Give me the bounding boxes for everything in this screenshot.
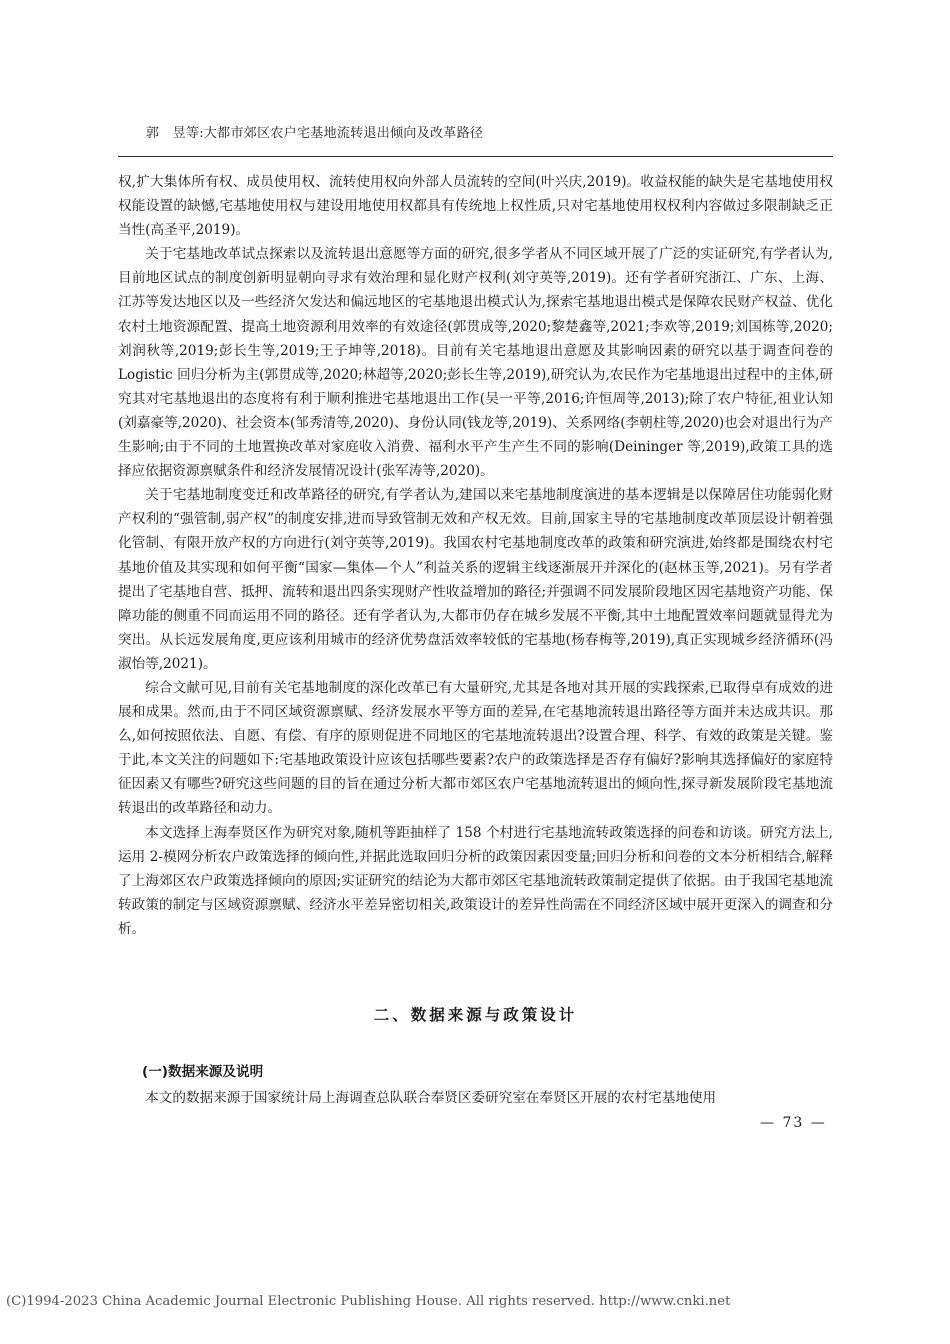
subsection-heading: (一)数据来源及说明 [142, 1064, 264, 1080]
paragraph: 本文选择上海奉贤区作为研究对象,随机等距抽样了 158 个村进行宅基地流转政策选择的问卷和访谈。研究方法上,运用 2-模网分析农户政策选择的倾向性,并据此选取回归分析的政策因素因变量;回归分析和问卷的文本分析相结合,解释了上海郊区农户政策选择倾向的原因;实证研究的结论为大都市郊区宅基地流转政策制定提供了依据。由于我国宅基地流转政策的制定与区域资源禀赋、经济水平差异密切相关,政策设计的差异性尚需在不同经济区域中展开更深入的调查和分析。 [118, 824, 833, 937]
paragraph-continued: 权,扩大集体所有权、成员使用权、流转使用权向外部人员流转的空间(叶兴庆,2019)。收益权能的缺失是宅基地使用权权能设置的缺憾,宅基地使用权与建设用地使用权都具有传统地上权性质,只对宅基地使用权权利内容做过多限制缺乏正当性(高圣平,2019)。 [118, 174, 833, 239]
paragraph: 本文的数据来源于国家统计局上海调查总队联合奉贤区委研究室在奉贤区开展的农村宅基地使用 [145, 1090, 717, 1106]
header-rule [118, 156, 833, 157]
page-number: — 73 — [760, 1115, 827, 1131]
copyright-notice: (C)1994-2023 China Academic Journal Electronic Publishing House. All rights reserved. http://www.cnki.net [6, 1294, 731, 1309]
body-text [118, 170, 833, 941]
section-heading: 二、数据来源与政策设计 [373, 1006, 578, 1024]
paragraph: 综合文献可见,目前有关宅基地制度的深化改革已有大量研究,尤其是各地对其开展的实践探索,已取得卓有成效的进展和成果。然而,由于不同区域资源禀赋、经济发展水平等方面的差异,在宅基地流转退出路径等方面并未达成共识。那么,如何按照依法、自愿、有偿、有序的原则促进不同地区的宅基地流转退出?设置合理、科学、有效的政策是关键。鉴于此,本文关注的问题如下:宅基地政策设计应该包括哪些要素?农户的政策选择是否存有偏好?影响其选择偏好的家庭特征因素又有哪些?研究这些问题的目的旨在通过分析大都市郊区农户宅基地流转退出的倾向性,探寻新发展阶段宅基地流转退出的改革路径和动力。 [118, 679, 833, 817]
paragraph: 关于宅基地改革试点探索以及流转退出意愿等方面的研究,很多学者从不同区域开展了广泛的实证研究,有学者认为,目前地区试点的制度创新明显朝向寻求有效治理和显化财产权利(刘守英等,2019)。还有学者研究浙江、广东、上海、江苏等发达地区以及一些经济欠发达和偏远地区的宅基地退出模式认为,探索宅基地退出模式是保障农民财产权益、优化农村土地资源配置、提高土地资源利用效率的有效途径(郭贯成等,2020;黎楚鑫等,2021;李欢等,2019;刘国栋等,2020;刘润秋等,2019;彭长生等,2019;王子坤等,2018)。目前有关宅基地退出意愿及其影响因素的研究以基于调查问卷的 Logistic 回归分析为主(郭贯成等,2020;林超等,2020;彭长生等,2019),研究认为,农民作为宅基地退出过程中的主体,研究其对宅基地退出的态度将有利于顺利推进宅基地退出工作(吴一平等,2016;许恒周等,2013);除了农户特征,祖业认知(刘嘉豪等,2020)、社会资本(邹秀清等,2020)、身份认同(钱龙等,2019)、关系网络(李朝柱等,2020)也会对退出行为产生影响;由于不同的土地置换改革对家庭收入消费、福利水平产生产生不同的影响(Deininger 等,2019),政策工具的选择应依据资源禀赋条件和经济发展情况设计(张军涛等,2020)。 [118, 246, 833, 480]
running-header: 郭 昱等:大都市郊区农户宅基地流转退出倾向及改革路径 [146, 126, 484, 141]
paragraph: 关于宅基地制度变迁和改革路径的研究,有学者认为,建国以来宅基地制度演进的基本逻辑是以保障居住功能弱化财产权利的“强管制,弱产权”的制度安排,进而导致管制无效和产权无效。目前,国家主导的宅基地制度改革顶层设计朝着强化管制、有限开放产权的方向进行(刘守英等,2019)。我国农村宅基地制度改革的政策和研究演进,始终都是围绕农村宅基地价值及其实现和如何平衡“国家—集体—个人”利益关系的逻辑主线逐渐展开并深化的(赵林玉等,2021)。另有学者提出了宅基地自营、抵押、流转和退出四条实现财产性收益增加的路径;并强调不同发展阶段地区因宅基地资产功能、保障功能的侧重不同而运用不同的路径。还有学者认为,大都市仍存在城乡发展不平衡,其中土地配置效率问题就显得尤为突出。从长远发展角度,更应该利用城市的经济优势盘活效率较低的宅基地(杨春梅等,2019),真正实现城乡经济循环(冯淑怡等,2021)。 [118, 487, 833, 672]
